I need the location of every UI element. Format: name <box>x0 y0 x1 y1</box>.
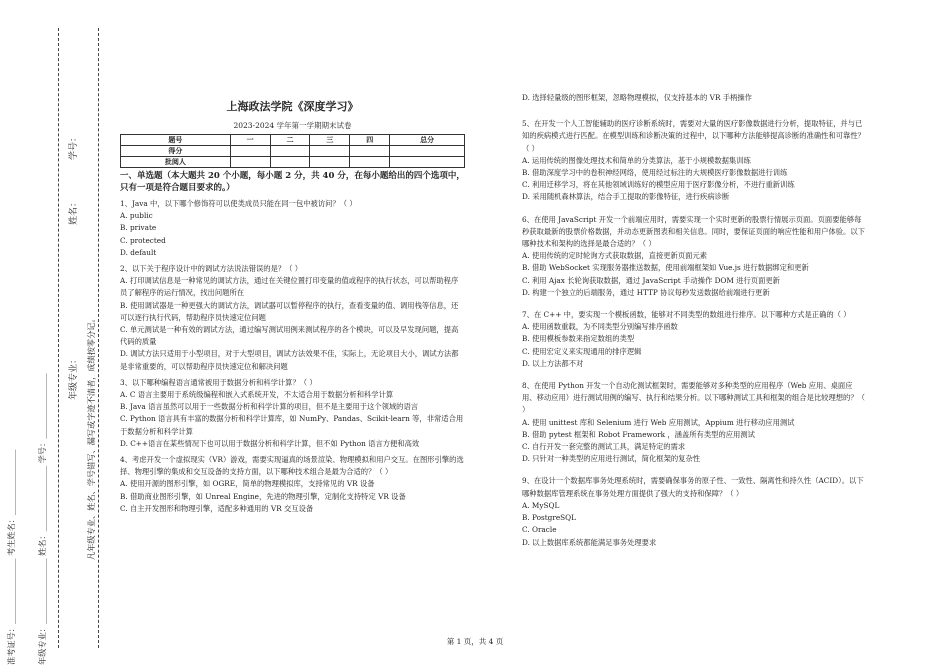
option: A. C 语言主要用于系统级编程和嵌入式系统开发，不太适合用于数据分析和科学计算 <box>120 390 394 400</box>
binding-line1: 准考证号：________________ 考生姓名：________________ <box>6 449 16 665</box>
option: C. 利用迁移学习，将在其他领域训练好的模型应用于医疗影像分析，不进行重新训练 <box>522 180 795 190</box>
binding-dashed-line <box>98 28 99 648</box>
binding-line3: 年级专业：________________ 姓名：________________ 学号：________________ <box>37 373 47 665</box>
score-cell <box>390 157 465 168</box>
option: D. 只针对一种类型的应用进行测试，简化框架的复杂性 <box>522 454 701 464</box>
binding-warning-text: 凡年级专业、姓名、学号错写、漏写或字迹不清者，成绩按零分记。 <box>86 314 96 560</box>
binding-exam-no-label: 学号： <box>69 132 79 160</box>
option: C. Oracle <box>522 525 557 535</box>
right-column <box>522 92 867 549</box>
binding-margin <box>0 0 100 672</box>
score-header-cell: 三 <box>310 135 350 146</box>
option: D. 调试方法只适用于小型项目，对于大型项目，调试方法效果不佳，实际上，无论项目大小，调试方法都是非常重要的，可以帮助程序员快速定位和解决问题 <box>120 349 459 371</box>
option: B. 借助深度学习中的卷积神经网络，使用经过标注的大规模医疗影像数据进行训练 <box>522 168 788 178</box>
section-heading: 一、单选题（本大题共 20 个小题，每小题 2 分，共 40 分，在每小题给出的四个选项中，只有一项是符合题目要求的。） <box>120 171 465 193</box>
option: D. 选择轻量级的图形框架，忽略物理模拟，仅支持基本的 VR 手柄操作 <box>522 93 752 102</box>
score-cell <box>310 157 350 168</box>
score-cell <box>230 157 270 168</box>
option: B. 借助 pytest 框架和 Robot Framework ，涵盖所有类型的应用测试 <box>522 429 755 439</box>
option: B. 使用模板参数来指定数组的类型 <box>522 334 635 344</box>
option: C. 自主开发图形和物理引擎，适配多种通用的 VR 交互设备 <box>120 503 314 513</box>
option: D. 采用随机森林算法，结合手工提取的影像特征，进行疾病诊断 <box>522 192 730 202</box>
score-cell <box>230 146 270 157</box>
score-header-cell: 二 <box>270 135 310 146</box>
option: D. C++语言在某些情况下也可以用于数据分析和科学计算，但不如 Python 语言方便和高效 <box>120 438 420 448</box>
question-4: 4、考虑开发一个虚拟现实（VR）游戏，需要实现逼真的场景渲染、物理模拟和用户交互。在图形引擎的选择、物理引擎的集成和交互设备的支持方面，以下哪种技术组合是最为合适的？（ ） <box>120 455 464 477</box>
option: B. 借助商业图形引擎，如 Unreal Engine，先进的物理引擎，定制化支持特定 VR 设备 <box>120 491 406 501</box>
option: D. default <box>120 247 157 257</box>
question-6: 6、在使用 JavaScript 开发一个前端应用时，需要实现一个实时更新的股票行情展示页面。页面要能够每秒获取最新的股票价格数据，并动态更新图表和相关信息。同时，要保证页面的响应性能和用户体验。以下哪种技术和架构的选择是最合适的？（ ） <box>522 214 865 249</box>
left-column <box>120 96 465 515</box>
option: B. Java 语言虽然可以用于一些数据分析和科学计算的项目，但不是主要用于这个领域的语言 <box>120 402 419 412</box>
score-row-label: 得分 <box>121 146 231 157</box>
question-7: 7、在 C++ 中，要实现一个模板函数，能够对不同类型的数组进行排序。以下哪种方式是正确的（ ） <box>522 310 851 320</box>
option: C. 使用宏定义来实现通用的排序逻辑 <box>522 346 642 356</box>
option: D. 以上数据库系统都能满足事务处理要求 <box>522 537 657 547</box>
score-cell <box>270 157 310 168</box>
option: B. PostgreSQL <box>522 513 576 523</box>
question-8: 8、在使用 Python 开发一个自动化测试框架时，需要能够对多种类型的应用程序（Web 应用、桌面应用、移动应用）进行测试用例的编写、执行和结果分析。以下哪种测试工具和框架的组合是比较理想的？（ ） <box>522 381 865 415</box>
score-table-row <box>121 157 465 168</box>
score-table <box>120 134 465 168</box>
exam-title: 上海政法学院《深度学习》 <box>226 100 359 113</box>
option: B. private <box>120 223 157 233</box>
option: C. Python 语言具有丰富的数据分析和科学计算库，如 NumPy、Pandas、Scikit-learn 等，非常适合用于数据分析和科学计算 <box>120 414 464 436</box>
question-3: 3、以下哪种编程语言通常被用于数据分析和科学计算？（ ） <box>120 377 317 387</box>
question-9: 9、在设计一个数据库事务处理系统时，需要确保事务的原子性、一致性、隔离性和持久性（ACID）。以下哪种数据库管理系统在事务处理方面提供了强大的支持和保障？（ ） <box>522 476 864 498</box>
score-row-label: 批阅人 <box>121 157 231 168</box>
score-cell <box>350 146 390 157</box>
option: B. 使用调试器是一种更强大的调试方法，调试器可以暂停程序的执行，查看变量的值、调用栈等信息，还可以逐行执行代码，帮助程序员快速定位问题 <box>120 300 459 322</box>
score-header-cell: 题号 <box>121 135 231 146</box>
question-2: 2、以下关于程序设计中的调试方法说法错误的是？（ ） <box>120 264 303 274</box>
option: B. 借助 WebSocket 实现服务器推送数据，使用前端框架如 Vue.js 进行数据绑定和更新 <box>522 263 809 273</box>
score-header-cell: 一 <box>230 135 270 146</box>
option: A. 使用开源的图形引擎，如 OGRE，简单的物理模拟库，支持常见的 VR 设备 <box>120 479 375 489</box>
score-cell <box>270 146 310 157</box>
question-1: 1、Java 中，以下哪个修饰符可以使类成员只能在同一包中被访问？（ ） <box>120 199 357 208</box>
option: A. public <box>120 211 153 221</box>
option: C. 利用 Ajax 长轮询获取数据，通过 JavaScript 手动操作 DOM 进行页面更新 <box>522 275 780 285</box>
option: C. protected <box>120 235 166 245</box>
score-cell <box>390 146 465 157</box>
option: A. 使用 unittest 库和 Selenium 进行 Web 应用测试，Appium 进行移动应用测试 <box>522 417 795 427</box>
score-cell <box>310 146 350 157</box>
option: C. 自行开发一套完整的测试工具，满足特定的需求 <box>522 442 686 452</box>
option: A. 使用传统的定时轮询方式获取数据，直接更新页面元素 <box>522 251 708 261</box>
score-table-row <box>121 146 465 157</box>
option: A. 使用函数重载，为不同类型分别编写排序函数 <box>522 322 678 332</box>
question-5: 5、在开发一个人工智能辅助的医疗诊断系统时，需要对大量的医疗影像数据进行分析，提取特征，并与已知的疾病模式进行匹配。在模型训练和诊断决策的过程中，以下哪种方法能够提高诊断的准确性和可靠性？（ ） <box>522 119 865 153</box>
exam-subtitle: 2023-2024 学年第一学期期末试卷 <box>233 121 352 130</box>
option: C. 单元测试是一种有效的调试方法，通过编写测试用例来测试程序的各个模块，可以及早发现问题，提高代码的质量 <box>120 325 459 347</box>
option: D. 构建一个独立的后端服务，通过 HTTP 协议每秒发送数据给前端进行更新 <box>522 287 770 297</box>
binding-major-label: 年级专业： <box>69 354 79 400</box>
option: A. 打印调试信息是一种常见的调试方法，通过在关键位置打印变量的值或程序的执行状态，可以帮助程序员了解程序的运行情况，找出问题所在 <box>120 276 459 298</box>
binding-name-label: 姓名： <box>69 197 79 225</box>
binding-dashed-line-outer <box>58 28 59 648</box>
page-footer: 第 1 页，共 4 页 <box>446 637 504 646</box>
score-table-header-row <box>121 135 465 146</box>
option: A. MySQL <box>522 500 560 510</box>
option: D. 以上方法都不对 <box>522 358 584 368</box>
score-header-cell: 四 <box>350 135 390 146</box>
score-header-cell: 总分 <box>390 135 465 146</box>
score-cell <box>350 157 390 168</box>
option: A. 运用传统的图像处理技术和简单的分类算法，基于小规模数据集训练 <box>522 155 751 165</box>
